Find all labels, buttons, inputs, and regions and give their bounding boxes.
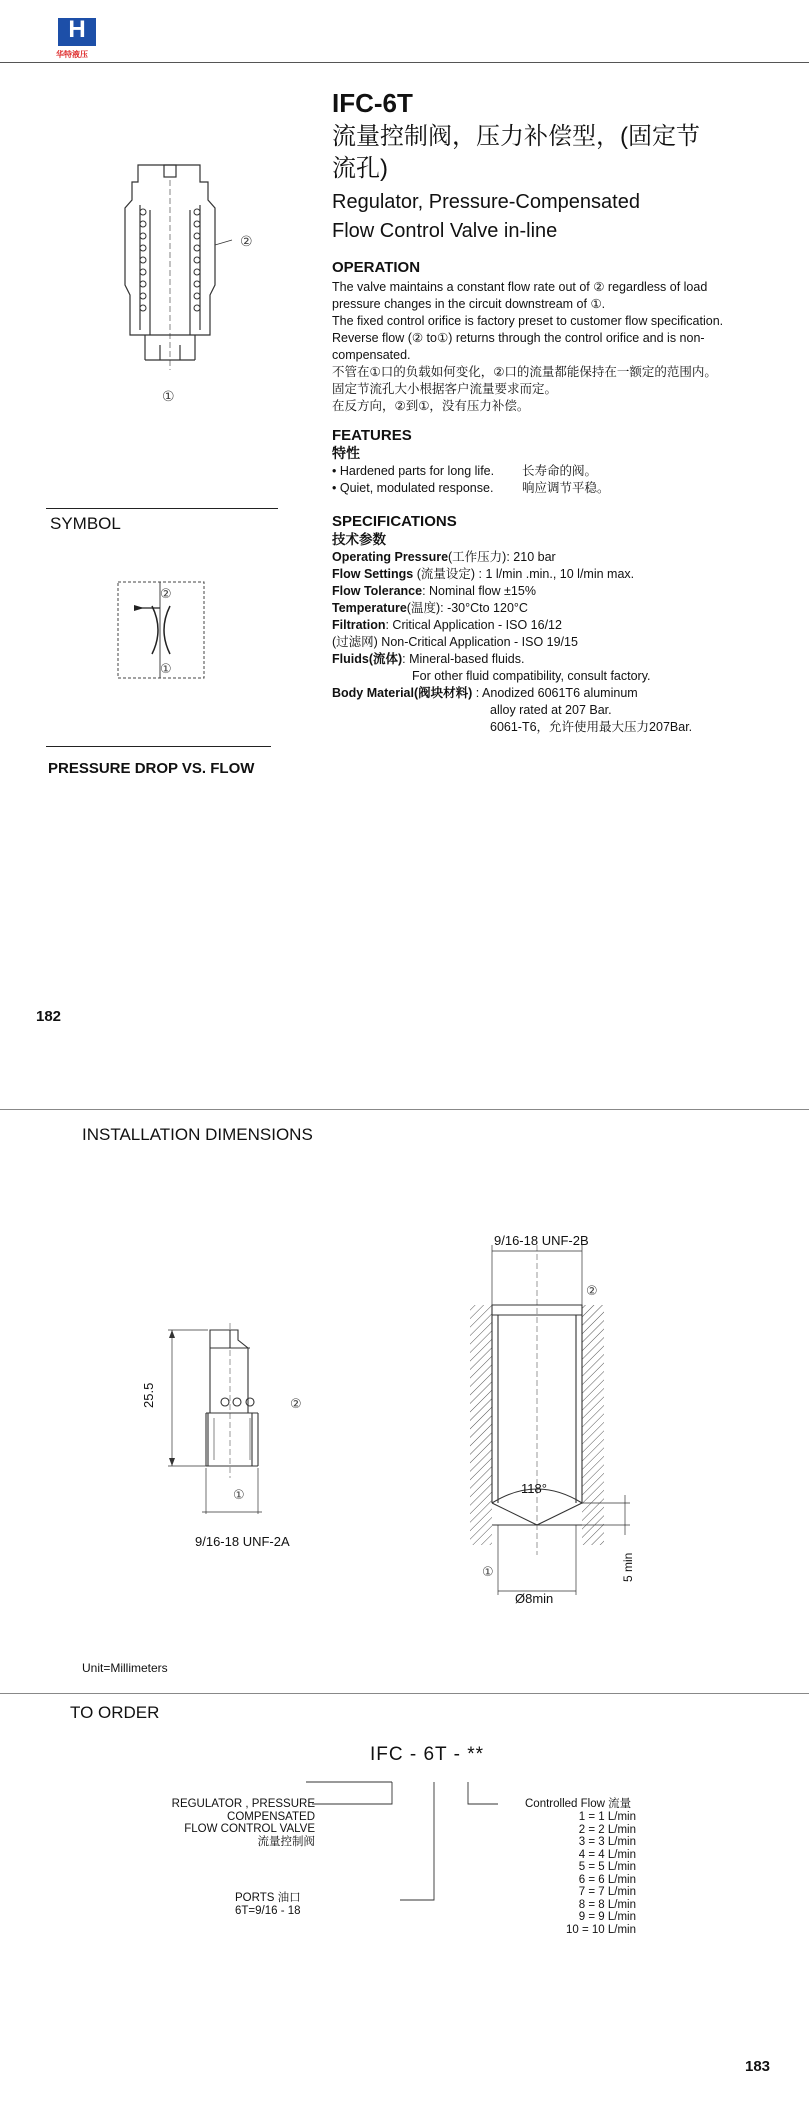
- operation-heading: OPERATION: [332, 259, 421, 276]
- order-code: IFC - 6T - **: [370, 1744, 484, 1765]
- order-ports: [235, 1892, 301, 1917]
- symbol-heading: SYMBOL: [50, 514, 121, 533]
- spec-row: Body Material(阀块材料) : Anodized 6061T6 aluminum: [332, 686, 638, 700]
- cavity-depth: 5 min: [621, 1552, 635, 1582]
- feature-item: • Quiet, modulated response. 响应调节平稳。: [332, 481, 610, 495]
- operation-line: 固定节流孔大小根据客户流量要求而定。: [332, 382, 558, 396]
- spec-row: Fluids(流体): Mineral-based fluids.: [332, 652, 525, 666]
- features-list: [332, 463, 610, 497]
- flow-option: 4 = 4 L/min: [578, 1848, 636, 1861]
- flow-option: 2 = 2 L/min: [578, 1823, 636, 1836]
- pressure-drop-heading: PRESSURE DROP VS. FLOW: [48, 760, 255, 777]
- flow-option: 5 = 5 L/min: [578, 1861, 636, 1873]
- order-ports-line: PORTS 油口: [235, 1892, 301, 1904]
- pressure-drop-rule: [46, 746, 271, 747]
- spec-row: Temperature(温度): -30°Cto 120°C: [332, 601, 528, 615]
- features-heading-cn: 特性: [332, 445, 360, 461]
- order-desc-line: FLOW CONTROL VALVE: [184, 1823, 315, 1835]
- operation-line: 不管在①口的负载如何变化，②口的流量都能保持在一额定的范围内。: [332, 365, 717, 379]
- flow-option: 8 = 8 L/min: [578, 1898, 636, 1911]
- order-ports-line: 6T=9/16 - 18: [235, 1904, 301, 1917]
- valve-section-drawing: [90, 160, 260, 410]
- symbol-rule: [46, 508, 278, 509]
- flow-option: 3 = 3 L/min: [578, 1836, 636, 1848]
- operation-line: compensated.: [332, 348, 411, 362]
- flow-option: 9 = 9 L/min: [578, 1911, 636, 1923]
- specs-list: [332, 549, 782, 736]
- port-1-label: ①: [162, 388, 175, 404]
- flow-option: 6 = 6 L/min: [578, 1873, 636, 1886]
- header-rule: [0, 62, 809, 63]
- thread-male: 9/16-18 UNF-2A: [195, 1534, 290, 1549]
- order-desc-line: REGULATOR , PRESSURE: [171, 1798, 315, 1810]
- feature-item: • Hardened parts for long life. 长寿命的阀。: [332, 464, 598, 478]
- product-title-en-2: Flow Control Valve in-line: [332, 220, 558, 242]
- port-2-label: ②: [240, 233, 253, 249]
- order-desc: [140, 1798, 315, 1848]
- operation-line: pressure changes in the circuit downstream of ①.: [332, 297, 606, 311]
- features-heading: FEATURES: [332, 427, 412, 444]
- page-number-left: 182: [36, 1008, 62, 1025]
- product-title-cn-1: 流量控制阀，压力补偿型，(固定节: [332, 123, 700, 150]
- installation-heading: INSTALLATION DIMENSIONS: [82, 1125, 313, 1144]
- order-heading: TO ORDER: [70, 1703, 160, 1722]
- operation-line: Reverse flow (② to①) returns through the control orifice and is non-: [332, 331, 705, 345]
- product-title-en-1: Regulator, Pressure-Compensated: [332, 191, 640, 213]
- product-title-cn-2: 流孔): [332, 155, 388, 182]
- order-rule: [0, 1693, 809, 1694]
- order-leader-lines: [300, 1770, 520, 1920]
- symbol-port-2: ②: [160, 586, 172, 601]
- male-body-drawing: [140, 1318, 310, 1558]
- cavity-drawing: [470, 1225, 670, 1625]
- spec-row: Operating Pressure(工作压力): 210 bar: [332, 550, 556, 564]
- cavity-angle: 118°: [521, 1481, 547, 1496]
- order-desc-line: COMPENSATED: [227, 1810, 315, 1823]
- flow-option: 10 = 10 L/min: [565, 1923, 636, 1936]
- operation-line: The fixed control orifice is factory preset to customer flow specification.: [332, 314, 724, 328]
- cavity-port-1: ①: [482, 1564, 494, 1579]
- order-flow-heading: Controlled Flow 流量: [525, 1798, 632, 1810]
- flow-option: 7 = 7 L/min: [578, 1886, 636, 1898]
- page-divider: [0, 1109, 809, 1110]
- unit-note: Unit=Millimeters: [82, 1661, 168, 1675]
- spec-row: Flow Tolerance: Nominal flow ±15%: [332, 584, 536, 598]
- operation-body: [332, 279, 772, 415]
- male-port-2: ②: [290, 1396, 302, 1411]
- brand-logo-glyph: H: [68, 16, 86, 43]
- brand-name: 华特液压: [56, 50, 88, 59]
- operation-line: The valve maintains a constant flow rate out of ② regardless of load: [332, 280, 708, 294]
- cavity-port-2: ②: [586, 1283, 598, 1298]
- thread-female: 9/16-18 UNF-2B: [494, 1233, 589, 1248]
- spec-row: For other fluid compatibility, consult factory.: [412, 669, 651, 683]
- product-model: IFC-6T: [332, 88, 413, 118]
- operation-line: 在反方向，②到①，没有压力补偿。: [332, 399, 530, 413]
- spec-row: alloy rated at 207 Bar.: [490, 703, 612, 717]
- order-flow-list: [520, 1811, 636, 1936]
- dim-height: 25.5: [141, 1382, 156, 1408]
- page-number-right: 183: [745, 2058, 771, 2075]
- specs-heading-cn: 技术参数: [332, 532, 386, 547]
- cavity-bore: Ø8min: [515, 1591, 554, 1606]
- spec-row: Flow Settings (流量设定) : 1 l/min .min., 10 l/min max.: [332, 567, 635, 581]
- male-port-1: ①: [233, 1487, 245, 1502]
- spec-row: Filtration: Critical Application - ISO 16/12: [332, 618, 562, 632]
- specs-heading: SPECIFICATIONS: [332, 513, 457, 530]
- spec-row: 6061-T6，允许使用最大压力207Bar.: [490, 720, 693, 734]
- flow-option: 1 = 1 L/min: [578, 1811, 636, 1823]
- symbol-port-1: ①: [160, 661, 172, 676]
- spec-row: (过滤网) Non-Critical Application - ISO 19/15: [332, 635, 578, 649]
- order-desc-line: 流量控制阀: [257, 1835, 315, 1848]
